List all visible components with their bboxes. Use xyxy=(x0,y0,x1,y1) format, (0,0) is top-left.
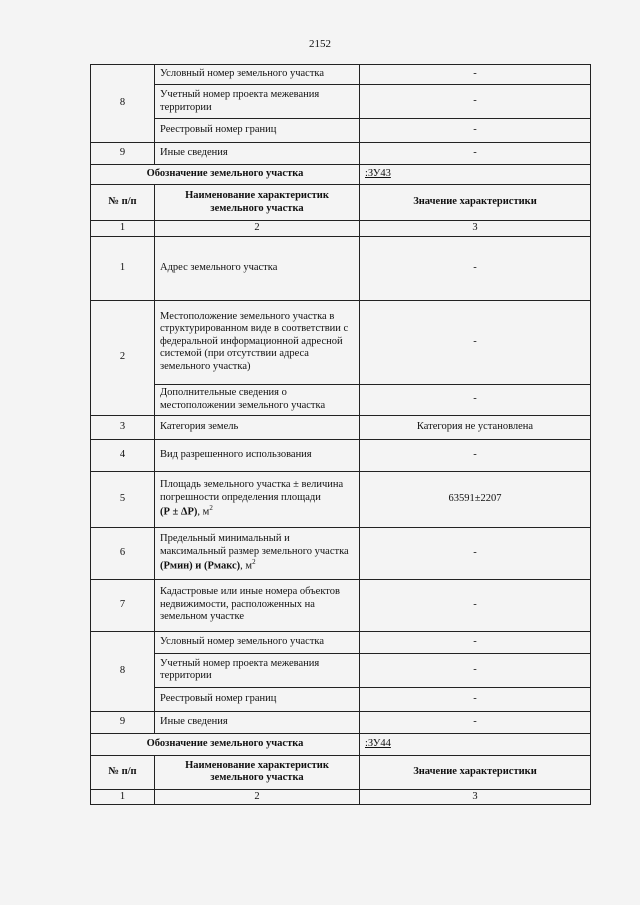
col-number-header: № п/п xyxy=(91,185,155,221)
table-row xyxy=(91,119,591,143)
table-row xyxy=(91,653,591,687)
col-index: 2 xyxy=(155,221,360,237)
col-index: 1 xyxy=(91,789,155,805)
additional-location-value: - xyxy=(360,384,591,415)
row-number: 1 xyxy=(91,236,155,300)
permitted-use-value: - xyxy=(360,439,591,471)
area-label xyxy=(155,471,360,527)
designation-row xyxy=(91,165,591,185)
row-number: 2 xyxy=(91,300,155,415)
boundary-registry-number-label: Реестровый номер границ xyxy=(155,687,360,711)
designation-label: Обозначение земельного участка xyxy=(91,733,360,755)
header-row xyxy=(91,755,591,789)
row-number: 3 xyxy=(91,415,155,439)
boundary-registry-number-label: Реестровый номер границ xyxy=(155,119,360,143)
table-row xyxy=(91,471,591,527)
col-index: 3 xyxy=(360,221,591,237)
land-category-value: Категория не установлена xyxy=(360,415,591,439)
size-limits-label-text: Предельный минимальный и максимальный размер земельного участка xyxy=(160,532,349,557)
designation-row xyxy=(91,733,591,755)
table-row xyxy=(91,687,591,711)
boundary-registry-number-value: - xyxy=(360,119,591,143)
permitted-use-label: Вид разрешенного использования xyxy=(155,439,360,471)
col-value-header: Значение характеристики xyxy=(360,755,591,789)
col-index: 1 xyxy=(91,221,155,237)
area-unit-superscript: 2 xyxy=(209,504,213,513)
land-category-label: Категория земель xyxy=(155,415,360,439)
row-number: 9 xyxy=(91,711,155,733)
col-number-header: № п/п xyxy=(91,755,155,789)
address-value: - xyxy=(360,236,591,300)
cadastral-numbers-label: Кадастровые или иные номера объектов недвижимости, расположенных на земельном участке xyxy=(155,579,360,631)
size-limits-label xyxy=(155,527,360,579)
area-label-text: Площадь земельного участка ± величина погрешности определения площади xyxy=(160,478,344,503)
row-number: 6 xyxy=(91,527,155,579)
other-info-value: - xyxy=(360,143,591,165)
designation-value: :ЗУ44 xyxy=(360,733,591,755)
survey-project-number-label: Учетный номер проекта межевания территории xyxy=(155,653,360,687)
conditional-number-label: Условный номер земельного участка xyxy=(155,65,360,85)
row-number: 8 xyxy=(91,631,155,711)
area-unit: , м xyxy=(197,506,210,518)
designation-label: Обозначение земельного участка xyxy=(91,165,360,185)
table-row xyxy=(91,631,591,653)
table-row xyxy=(91,65,591,85)
col-name-header: Наименование характеристик земельного участка xyxy=(155,185,360,221)
structured-location-label: Местоположение земельного участка в структурированном виде в соответствии с федеральной информационной адресной системой (при отсутствии адреса земельного участка) xyxy=(155,300,360,384)
area-value: 63591±2207 xyxy=(360,471,591,527)
page-number: 2152 xyxy=(309,38,331,50)
other-info-label: Иные сведения xyxy=(155,143,360,165)
conditional-number-value: - xyxy=(360,631,591,653)
other-info-label: Иные сведения xyxy=(155,711,360,733)
conditional-number-value: - xyxy=(360,65,591,85)
col-index: 2 xyxy=(155,789,360,805)
table-row xyxy=(91,527,591,579)
size-limits-unit: , м xyxy=(240,560,253,572)
designation-value: :ЗУ43 xyxy=(360,165,591,185)
area-formula: (Р ± ΔР) xyxy=(160,506,198,518)
row-number: 5 xyxy=(91,471,155,527)
row-number: 4 xyxy=(91,439,155,471)
survey-project-number-value: - xyxy=(360,653,591,687)
survey-project-number-label: Учетный номер проекта межевания территории xyxy=(155,85,360,119)
table-row xyxy=(91,85,591,119)
survey-project-number-value: - xyxy=(360,85,591,119)
table-row xyxy=(91,579,591,631)
row-number: 7 xyxy=(91,579,155,631)
col-index: 3 xyxy=(360,789,591,805)
conditional-number-label: Условный номер земельного участка xyxy=(155,631,360,653)
col-value-header: Значение характеристики xyxy=(360,185,591,221)
other-info-value: - xyxy=(360,711,591,733)
column-index-row xyxy=(91,221,591,237)
table-row xyxy=(91,415,591,439)
boundary-registry-number-value: - xyxy=(360,687,591,711)
address-label: Адрес земельного участка xyxy=(155,236,360,300)
header-row xyxy=(91,185,591,221)
cadastral-numbers-value: - xyxy=(360,579,591,631)
table-row xyxy=(91,143,591,165)
size-limits-unit-superscript: 2 xyxy=(252,558,256,567)
land-plot-table xyxy=(90,64,591,805)
table-row xyxy=(91,236,591,300)
row-number: 9 xyxy=(91,143,155,165)
row-number: 8 xyxy=(91,65,155,143)
table-row xyxy=(91,439,591,471)
column-index-row xyxy=(91,789,591,805)
table-row xyxy=(91,384,591,415)
col-name-header: Наименование характеристик земельного участка xyxy=(155,755,360,789)
table-row xyxy=(91,300,591,384)
additional-location-label: Дополнительные сведения о местоположении земельного участка xyxy=(155,384,360,415)
size-limits-value: - xyxy=(360,527,591,579)
structured-location-value: - xyxy=(360,300,591,384)
size-limits-formula: (Рмин) и (Рмакс) xyxy=(160,560,241,572)
table-row xyxy=(91,711,591,733)
